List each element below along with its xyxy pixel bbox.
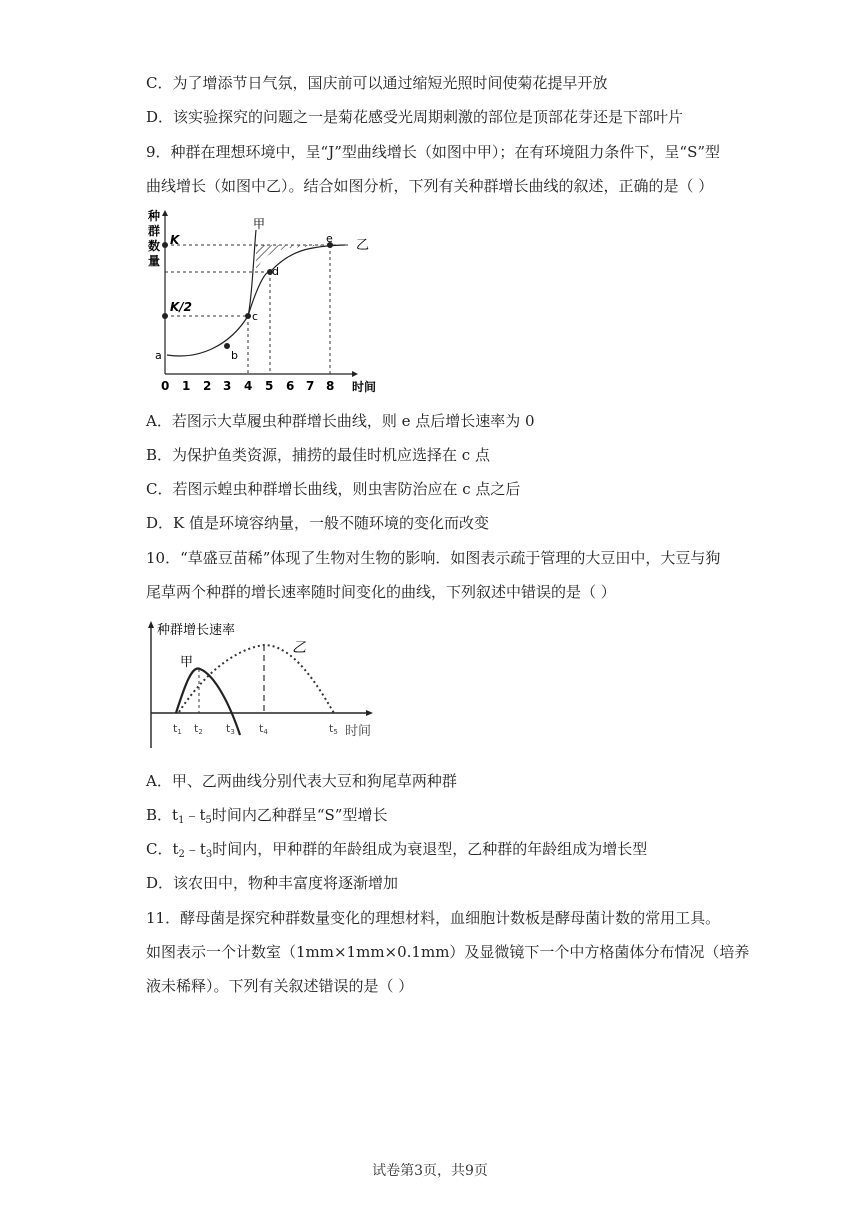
option-8c: C．为了增添节日气氛，国庆前可以通过缩短光照时间使菊花提早开放 <box>146 74 608 92</box>
question-9-line1: 9．种群在理想环境中，呈“J”型曲线增长（如图中甲）；在有环境阻力条件下，呈“S”型 <box>146 143 721 161</box>
svg-text:2: 2 <box>203 379 212 393</box>
point-d: d <box>272 265 279 278</box>
x-axis-label: 时间 <box>352 380 377 394</box>
question-11-line2: 如图表示一个计数室（1mm×1mm×0.1mm）及显微镜下一个中方格菌体分布情况（培养 <box>146 943 750 961</box>
svg-text:t5: t5 <box>329 722 338 736</box>
option-9c: C．若图示蝗虫种群增长曲线，则虫害防治应在 c 点之后 <box>146 480 521 498</box>
k-half-label: K/2 <box>170 300 193 314</box>
curve-label-jia: 甲 <box>253 217 266 231</box>
svg-text:t4: t4 <box>259 722 268 736</box>
svg-text:量: 量 <box>148 254 161 268</box>
figure-growth-rate-curve <box>140 612 390 748</box>
option-10b: B．$t_1﹣t_5$时间内乙种群呈“S”型增长 <box>146 806 388 826</box>
svg-text:5: 5 <box>265 379 274 393</box>
option-9d: D．K 值是环境容纳量，一般不随环境的变化而改变 <box>146 514 490 532</box>
option-10c: C．$t_2﹣t_3$时间内，甲种群的年龄组成为衰退型，乙种群的年龄组成为增长型 <box>146 840 648 860</box>
svg-text:t1: t1 <box>173 722 182 736</box>
option-10a: A．甲、乙两曲线分别代表大豆和狗尾草两种群 <box>146 772 457 790</box>
figure-population-growth-curve <box>140 205 400 400</box>
svg-text:3: 3 <box>223 379 232 393</box>
point-e: e <box>326 232 333 245</box>
y-axis-label: 种群增长速率 <box>157 623 236 638</box>
svg-text:4: 4 <box>244 379 253 393</box>
svg-text:数: 数 <box>148 239 161 253</box>
svg-text:1: 1 <box>182 379 191 393</box>
x-tick-labels <box>173 722 338 736</box>
question-9-line2: 曲线增长（如图中乙）。结合如图分析，下列有关种群增长曲线的叙述，正确的是（ ） <box>146 177 714 195</box>
option-9a: A．若图示大草履虫种群增长曲线，则 e 点后增长速率为 0 <box>146 412 535 430</box>
k-label: K <box>170 233 180 247</box>
svg-text:t3: t3 <box>226 722 235 736</box>
svg-text:7: 7 <box>306 379 315 393</box>
svg-text:t2: t2 <box>194 722 203 736</box>
page-footer: 试卷第3页，共9页 <box>372 1163 488 1179</box>
question-10-line1: 10．“草盛豆苗稀”体现了生物对生物的影响．如图表示疏于管理的大豆田中，大豆与狗 <box>146 549 721 567</box>
svg-text:0: 0 <box>161 379 170 393</box>
question-11-line3: 液未稀释）。下列有关叙述错误的是（ ） <box>146 977 414 995</box>
point-b: b <box>231 349 238 362</box>
point-c: c <box>252 310 259 323</box>
question-11-line1: 11．酵母菌是探究种群数量变化的理想材料，血细胞计数板是酵母菌计数的常用工具。 <box>146 909 721 927</box>
x-tick-labels <box>161 379 334 393</box>
svg-text:群: 群 <box>148 224 161 238</box>
option-8d: D．该实验探究的问题之一是菊花感受光周期刺激的部位是顶部花芽还是下部叶片 <box>146 108 684 126</box>
x-axis-label: 时间 <box>345 724 372 739</box>
curve-label-yi: 乙 <box>292 640 306 656</box>
point-a: a <box>155 349 162 362</box>
svg-text:6: 6 <box>286 379 295 393</box>
option-10d: D．该农田中，物种丰富度将逐渐增加 <box>146 874 399 892</box>
y-axis-label <box>147 208 160 268</box>
curve-label-yi: 乙 <box>356 238 370 253</box>
svg-text:种: 种 <box>148 209 161 223</box>
curve-label-jia: 甲 <box>180 655 194 670</box>
question-10-line2: 尾草两个种群的增长速率随时间变化的曲线，下列叙述中错误的是（ ） <box>146 583 616 601</box>
svg-text:8: 8 <box>326 379 335 393</box>
option-9b: B．为保护鱼类资源，捕捞的最佳时机应选择在 c 点 <box>146 446 490 464</box>
